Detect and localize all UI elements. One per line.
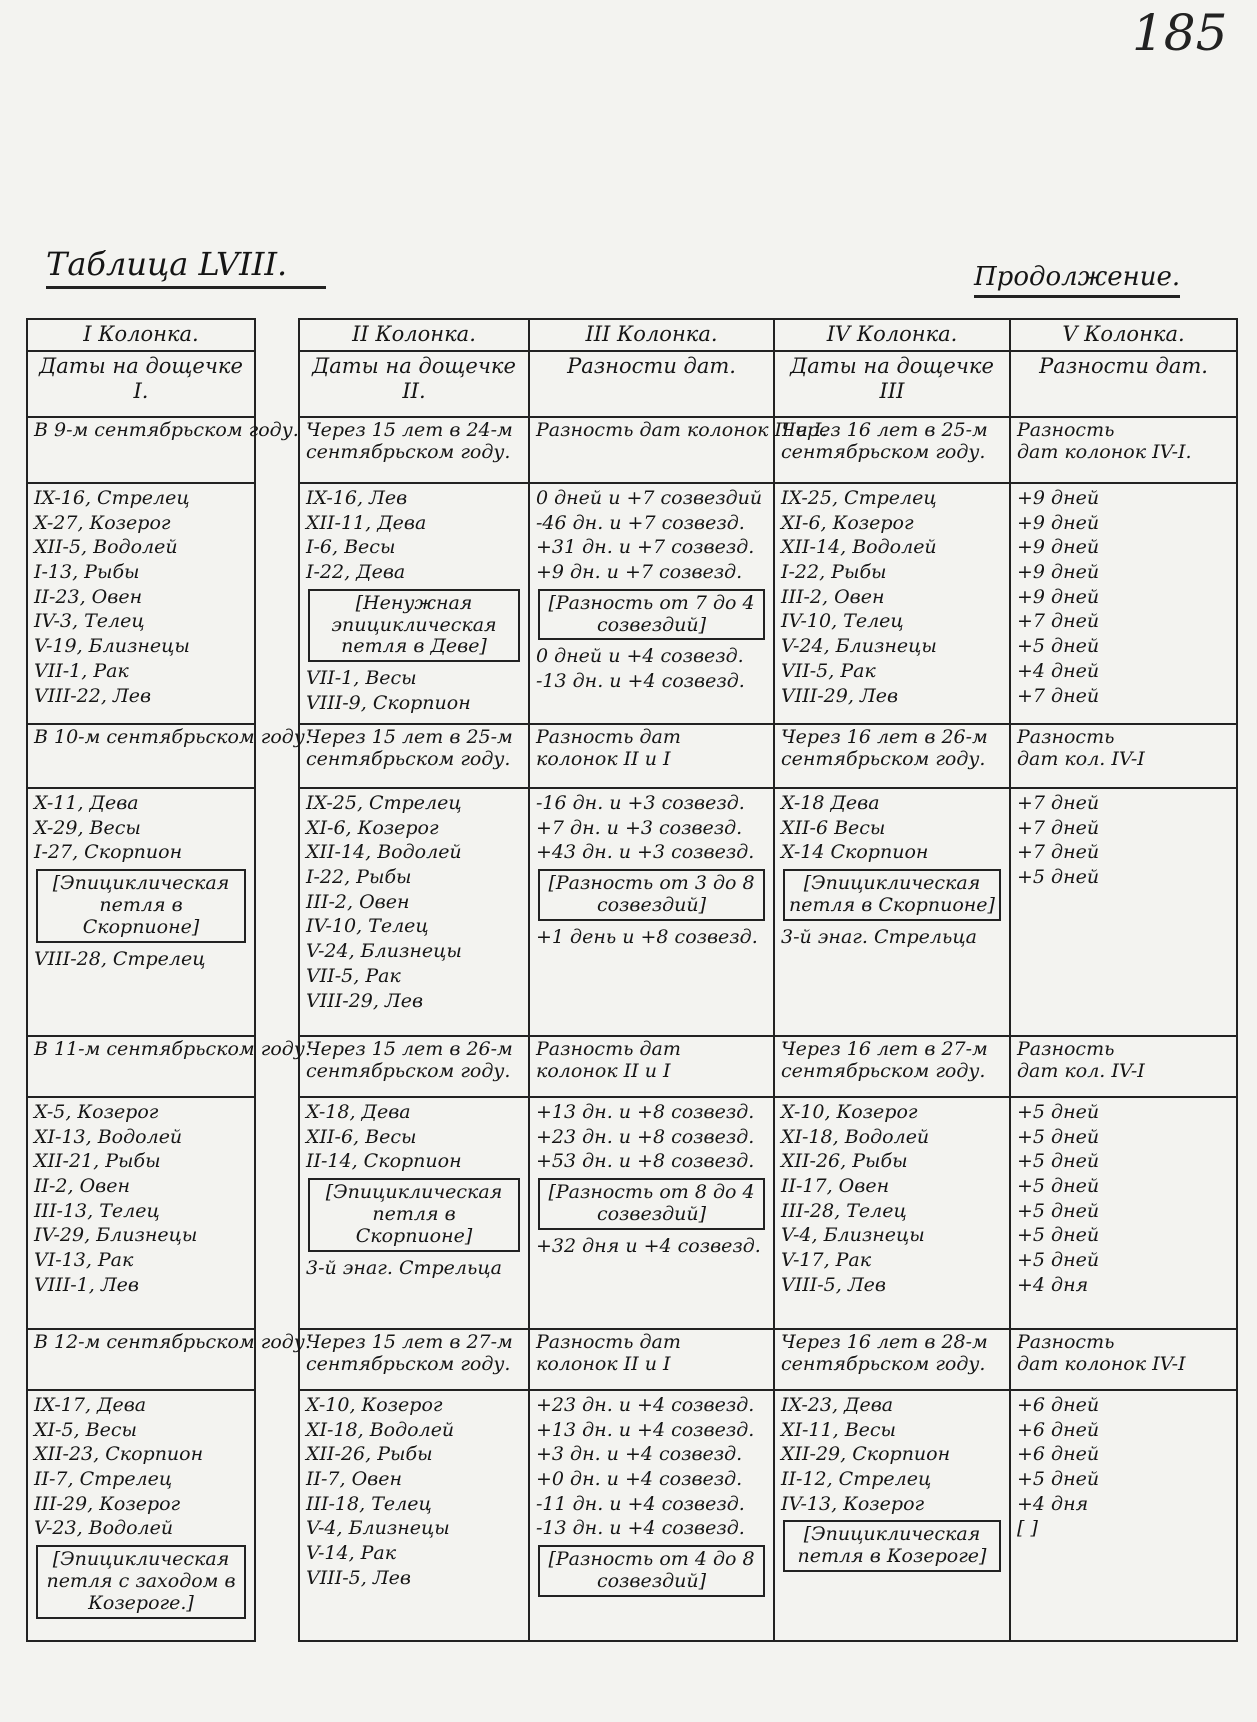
boxed-note <box>783 1520 1001 1572</box>
cell-line: дат кол. IV-I <box>1017 747 1145 770</box>
boxed-note-text: [Эпициклическая петля в Козероге] <box>797 1523 987 1568</box>
cell-line: XII-14, Водолей <box>781 536 937 559</box>
cell-line: +5 дней <box>1017 1199 1100 1222</box>
cell-line: сентябрьском году. <box>781 747 986 770</box>
cell-line: +9 дней <box>1017 585 1100 608</box>
cell-line: сентябрьском году. <box>306 440 511 463</box>
cell-line: XII-21, Рыбы <box>34 1150 161 1173</box>
header-col-1: I Колонка. <box>27 319 255 351</box>
cell-line: +5 дней <box>1017 635 1100 658</box>
cell-line: V-24, Близнецы <box>781 635 937 658</box>
cell-line: +7 дней <box>1017 684 1100 707</box>
cell-line: Разность дат <box>536 1038 681 1060</box>
year-header-row <box>27 417 1237 483</box>
boxed-note <box>36 1545 246 1619</box>
cell-line: V-19, Близнецы <box>34 635 190 658</box>
cell-line: XI-13, Водолей <box>34 1125 183 1148</box>
cell-line: II-17, Овен <box>781 1175 890 1198</box>
cell-line: XI-6, Козерог <box>781 511 914 534</box>
cell-line: VIII-29, Лев <box>781 684 899 707</box>
cell-line: IV-3, Телец <box>34 610 145 633</box>
cell-line: II-12, Стрелец <box>781 1468 932 1491</box>
boxed-note-text: [Эпициклическая петля с заходом в Козероге.] <box>46 1548 236 1614</box>
cell-line: XI-5, Весы <box>34 1418 137 1441</box>
cell-line: Разность дат <box>536 726 681 748</box>
cell-line: +3 дн. и +4 созвезд. <box>536 1443 743 1466</box>
cell-line: V-23, Водолей <box>34 1517 174 1540</box>
cell-line: Через 16 лет в 25-м <box>781 419 988 441</box>
header-col-2: II Колонка. <box>299 319 529 351</box>
col-5-cell <box>1010 724 1237 788</box>
col-5-cell <box>1010 1036 1237 1097</box>
cell-line: I-6, Весы <box>306 536 396 559</box>
cell-line: -46 дн. и +7 созвезд. <box>536 511 745 534</box>
header-col-4: IV Колонка. <box>774 319 1010 351</box>
cell-line: VIII-5, Лев <box>781 1273 886 1296</box>
cell-line: IX-16, Стрелец <box>34 487 190 509</box>
cell-line: III-29, Козерог <box>34 1492 181 1515</box>
table-row <box>27 788 1237 1036</box>
col-1-cell <box>27 1329 311 1390</box>
cell-line: Через 15 лет в 26-м <box>306 1038 513 1060</box>
boxed-note-text: [Разность от 7 до 4 созвездий] <box>548 591 755 636</box>
cell-line: XII-26, Рыбы <box>306 1443 433 1466</box>
cell-line: IX-16, Лев <box>306 487 408 509</box>
cell-line: +1 день и +8 созвезд. <box>536 925 758 948</box>
cell-line: II-23, Овен <box>34 585 143 608</box>
cell-line: сентябрьском году. <box>781 1059 986 1082</box>
cell-line: +13 дн. и +8 созвезд. <box>536 1101 755 1123</box>
cell-line: IV-10, Телец <box>306 915 429 938</box>
cell-line: дат кол. IV-I <box>1017 1059 1145 1082</box>
cell-line: колонок II и I <box>536 1352 671 1375</box>
table-continuation: Продолжение. <box>974 262 1180 298</box>
cell-line: +6 дней <box>1017 1394 1100 1416</box>
cell-line: +9 дней <box>1017 511 1100 534</box>
cell-line: IX-25, Стрелец <box>306 792 462 814</box>
cell-line: 3-й энаг. Стрельца <box>781 925 977 948</box>
cell-line: Через 15 лет в 25-м <box>306 726 513 748</box>
cell-line: I-22, Рыбы <box>781 561 887 584</box>
cell-line: VIII-28, Стрелец <box>34 947 206 970</box>
cell-line: X-10, Козерог <box>306 1394 443 1416</box>
cell-line: 0 дней и +4 созвезд. <box>536 645 744 668</box>
cell-line: +0 дн. и +4 созвезд. <box>536 1468 743 1491</box>
column-gap <box>255 1390 299 1641</box>
cell-line: IX-17, Дева <box>34 1394 147 1416</box>
cell-line: I-22, Дева <box>306 561 406 584</box>
column-gap <box>255 351 299 417</box>
header-col-1: Даты на дощечке I. <box>27 351 255 417</box>
cell-line: +5 дней <box>1017 1249 1100 1272</box>
cell-line: I-27, Скорпион <box>34 841 183 864</box>
col-5-cell <box>1010 483 1237 724</box>
column-gap <box>255 319 299 351</box>
col-4-cell <box>774 1329 1010 1390</box>
cell-line: +5 дней <box>1017 1175 1100 1198</box>
cell-line: Разность <box>1017 1038 1115 1060</box>
cell-line: +5 дней <box>1017 1101 1100 1123</box>
col-1-cell <box>27 1036 311 1097</box>
year-header-row <box>27 1036 1237 1097</box>
col-3-cell <box>529 417 828 483</box>
cell-line: +9 дн. и +7 созвезд. <box>536 561 743 584</box>
col-2-cell <box>299 1390 529 1641</box>
col-4-cell <box>774 788 1010 1036</box>
col-2-cell <box>299 483 529 724</box>
cell-line: сентябрьском году. <box>306 1352 511 1375</box>
cell-line: +6 дней <box>1017 1418 1100 1441</box>
cell-line: III-2, Овен <box>306 890 410 913</box>
cell-line: +4 дня <box>1017 1492 1089 1515</box>
table-row <box>27 1390 1237 1641</box>
col-2-cell <box>299 1097 529 1329</box>
cell-line: +4 дня <box>1017 1273 1089 1296</box>
cell-line: III-13, Телец <box>34 1199 160 1222</box>
column-gap <box>255 788 299 1036</box>
boxed-note <box>538 1545 765 1597</box>
boxed-note <box>538 869 765 921</box>
cell-line: +53 дн. и +8 созвезд. <box>536 1150 755 1173</box>
cell-line: III-2, Овен <box>781 585 885 608</box>
cell-line: IV-10, Телец <box>781 610 904 633</box>
cell-line: IV-13, Козерог <box>781 1492 925 1515</box>
col-2-cell <box>299 1036 529 1097</box>
cell-line: XI-18, Водолей <box>306 1418 455 1441</box>
cell-line: X-18, Дева <box>306 1101 411 1123</box>
cell-line: сентябрьском году. <box>306 747 511 770</box>
cell-line: В 9-м сентябрьском году. <box>34 419 299 441</box>
boxed-note <box>538 1178 765 1230</box>
cell-line: X-18 Дева <box>781 792 880 814</box>
column-gap <box>255 1097 299 1329</box>
cell-line: IV-29, Близнецы <box>34 1224 198 1247</box>
cell-line: X-29, Весы <box>34 816 141 839</box>
cell-line: +23 дн. и +4 созвезд. <box>536 1394 755 1416</box>
cell-line: дат колонок IV-I <box>1017 1352 1186 1375</box>
boxed-note <box>308 1178 520 1252</box>
year-header-row <box>27 1329 1237 1390</box>
cell-line: дат колонок IV-I. <box>1017 440 1192 463</box>
cell-line: X-10, Козерог <box>781 1101 918 1123</box>
boxed-note-text: [Разность от 8 до 4 созвездий] <box>548 1181 755 1225</box>
col-2-cell <box>299 1329 529 1390</box>
header-col-3: III Колонка. <box>529 319 774 351</box>
cell-line: IX-23, Дева <box>781 1394 894 1416</box>
cell-line: VI-13, Рак <box>34 1249 134 1272</box>
table-body <box>27 319 1237 1641</box>
cell-line: V-14, Рак <box>306 1542 397 1565</box>
cell-line: сентябрьском году. <box>306 1059 511 1082</box>
cell-line: сентябрьском году. <box>781 1352 986 1375</box>
cell-line: XII-14, Водолей <box>306 841 462 864</box>
cell-line: X-11, Дева <box>34 792 139 814</box>
boxed-note <box>308 589 520 663</box>
cell-line: сентябрьском году. <box>781 440 986 463</box>
cell-line: +5 дней <box>1017 1468 1100 1491</box>
col-3-cell <box>529 724 774 788</box>
cell-line: Через 16 лет в 26-м <box>781 726 988 748</box>
cell-line: В 10-м сентябрьском году. <box>34 726 311 748</box>
cell-line: VIII-29, Лев <box>306 989 424 1012</box>
cell-line: VIII-9, Скорпион <box>306 691 471 714</box>
cell-line: XI-6, Козерог <box>306 816 439 839</box>
cell-line: 3-й энаг. Стрельца <box>306 1256 502 1279</box>
col-5-cell <box>1010 788 1237 1036</box>
col-1-cell <box>27 483 255 724</box>
boxed-note-text: [Эпициклическая петля в Скорпионе] <box>325 1181 503 1247</box>
cell-line: 0 дней и +7 созвездий <box>536 487 763 509</box>
cell-line: XI-18, Водолей <box>781 1125 930 1148</box>
table-row <box>27 483 1237 724</box>
cell-line: +13 дн. и +4 созвезд. <box>536 1418 755 1441</box>
cell-line: VII-1, Рак <box>34 659 129 682</box>
cell-line: Разность дат <box>536 1331 681 1353</box>
cell-line: -13 дн. и +4 созвезд. <box>536 670 745 693</box>
cell-line: VIII-22, Лев <box>34 684 152 707</box>
boxed-note-text: [Разность от 4 до 8 созвездий] <box>548 1548 755 1592</box>
cell-line: II-2, Овен <box>34 1175 130 1198</box>
cell-line: V-4, Близнецы <box>781 1224 925 1247</box>
boxed-note-text: [Эпициклическая петля в Скорпионе] <box>789 872 995 916</box>
boxed-note <box>783 869 1001 921</box>
col-3-cell <box>529 1329 774 1390</box>
col-3-cell <box>529 1097 774 1329</box>
cell-line: I-22, Рыбы <box>306 866 412 889</box>
col-4-cell <box>774 1097 1010 1329</box>
cell-line: I-13, Рыбы <box>34 561 140 584</box>
cell-line: X-14 Скорпион <box>781 841 929 864</box>
cell-line: VII-5, Рак <box>781 659 876 682</box>
cell-line: +7 дней <box>1017 610 1100 633</box>
col-5-cell <box>1010 1097 1237 1329</box>
cell-line: Разность <box>1017 726 1115 748</box>
cell-line: +4 дней <box>1017 659 1100 682</box>
header-col-5: V Колонка. <box>1010 319 1237 351</box>
cell-line: В 11-м сентябрьском году. <box>34 1038 311 1060</box>
header-col-4: Даты на дощечке III <box>774 351 1010 417</box>
col-3-cell <box>529 483 774 724</box>
cell-line: +9 дней <box>1017 487 1100 509</box>
cell-line: +9 дней <box>1017 561 1100 584</box>
cell-line: IX-25, Стрелец <box>781 487 937 509</box>
boxed-note-text: [Эпициклическая петля в Скорпионе] <box>52 872 230 938</box>
header-row-names <box>27 319 1237 351</box>
boxed-note-text: [Разность от 3 до 8 созвездий] <box>548 872 755 916</box>
col-1-cell <box>27 724 311 788</box>
cell-line: +43 дн. и +3 созвезд. <box>536 841 755 864</box>
table-title: Таблица LVIII. <box>46 245 326 289</box>
cell-line: X-5, Козерог <box>34 1101 159 1123</box>
cell-line: III-28, Телец <box>781 1199 907 1222</box>
header-col-3: Разности дат. <box>529 351 774 417</box>
cell-line: -13 дн. и +4 созвезд. <box>536 1517 745 1540</box>
col-4-cell <box>774 1036 1010 1097</box>
cell-line: XI-11, Весы <box>781 1418 897 1441</box>
col-5-cell <box>1010 1329 1237 1390</box>
cell-line: V-24, Близнецы <box>306 940 462 963</box>
cell-line: II-7, Стрелец <box>34 1468 173 1491</box>
col-1-cell <box>27 788 255 1036</box>
cell-line: [ ] <box>1017 1517 1038 1540</box>
cell-line: Через 15 лет в 24-м <box>306 419 513 441</box>
cell-line: XII-11, Дева <box>306 511 427 534</box>
cell-line: VII-5, Рак <box>306 964 401 987</box>
cell-line: -16 дн. и +3 созвезд. <box>536 792 745 814</box>
col-5-cell <box>1010 417 1237 483</box>
cell-line: V-17, Рак <box>781 1249 872 1272</box>
cell-line: XII-5, Водолей <box>34 536 178 559</box>
cell-line: Через 16 лет в 28-м <box>781 1331 988 1353</box>
cell-line: Через 16 лет в 27-м <box>781 1038 988 1060</box>
cell-line: +31 дн. и +7 созвезд. <box>536 536 755 559</box>
col-4-cell <box>774 724 1010 788</box>
cell-line: +5 дней <box>1017 1150 1100 1173</box>
cell-line: XII-26, Рыбы <box>781 1150 908 1173</box>
col-1-cell <box>27 1097 255 1329</box>
cell-line: X-27, Козерог <box>34 511 171 534</box>
cell-line: Через 15 лет в 27-м <box>306 1331 513 1353</box>
boxed-note-text: [Ненужная эпициклическая петля в Деве] <box>331 591 497 658</box>
col-3-cell <box>529 1390 774 1641</box>
cell-line: +7 дней <box>1017 841 1100 864</box>
col-1-cell <box>27 417 299 483</box>
cell-line: В 12-м сентябрьском году. <box>34 1331 311 1353</box>
cell-line: +7 дн. и +3 созвезд. <box>536 816 743 839</box>
sheet-number: 185 <box>1132 4 1228 62</box>
col-5-cell <box>1010 1390 1237 1641</box>
column-gap <box>255 483 299 724</box>
cell-line: II-14, Скорпион <box>306 1150 462 1173</box>
cell-line: +32 дня и +4 созвезд. <box>536 1234 761 1257</box>
cell-line: VIII-1, Лев <box>34 1273 139 1296</box>
cell-line: XII-23, Скорпион <box>34 1443 204 1466</box>
header-col-5: Разности дат. <box>1010 351 1237 417</box>
cell-line: +23 дн. и +8 созвезд. <box>536 1125 755 1148</box>
cell-line: Разность дат колонок II и I. <box>536 419 828 441</box>
col-3-cell <box>529 788 774 1036</box>
cell-line: +6 дней <box>1017 1443 1100 1466</box>
cell-line: XII-29, Скорпион <box>781 1443 951 1466</box>
cell-line: колонок II и I <box>536 747 671 770</box>
cell-line: VIII-5, Лев <box>306 1566 411 1589</box>
col-2-cell <box>299 724 529 788</box>
cell-line: +5 дней <box>1017 866 1100 889</box>
cell-line: XII-6 Весы <box>781 816 886 839</box>
col-2-cell <box>299 788 529 1036</box>
cell-line: +5 дней <box>1017 1125 1100 1148</box>
table-row <box>27 1097 1237 1329</box>
col-4-cell <box>774 483 1010 724</box>
col-1-cell <box>27 1390 255 1641</box>
cell-line: Разность <box>1017 1331 1115 1353</box>
cell-line: +7 дней <box>1017 792 1100 814</box>
cell-line: XII-6, Весы <box>306 1125 417 1148</box>
col-4-cell <box>774 1390 1010 1641</box>
boxed-note <box>36 869 246 943</box>
cell-line: +5 дней <box>1017 1224 1100 1247</box>
col-2-cell <box>299 417 529 483</box>
cell-line: +9 дней <box>1017 536 1100 559</box>
cell-line: колонок II и I <box>536 1059 671 1082</box>
cell-line: VII-1, Весы <box>306 667 417 690</box>
cell-line: III-18, Телец <box>306 1492 432 1515</box>
cell-line: II-7, Овен <box>306 1468 402 1491</box>
col-3-cell <box>529 1036 774 1097</box>
data-table <box>26 318 1238 1642</box>
cell-line: -11 дн. и +4 созвезд. <box>536 1492 745 1515</box>
header-row-subtitles <box>27 351 1237 417</box>
col-4-cell <box>774 417 1010 483</box>
year-header-row <box>27 724 1237 788</box>
cell-line: +7 дней <box>1017 816 1100 839</box>
cell-line: V-4, Близнецы <box>306 1517 450 1540</box>
header-col-2: Даты на дощечке II. <box>299 351 529 417</box>
cell-line: Разность <box>1017 419 1115 441</box>
boxed-note <box>538 589 765 641</box>
